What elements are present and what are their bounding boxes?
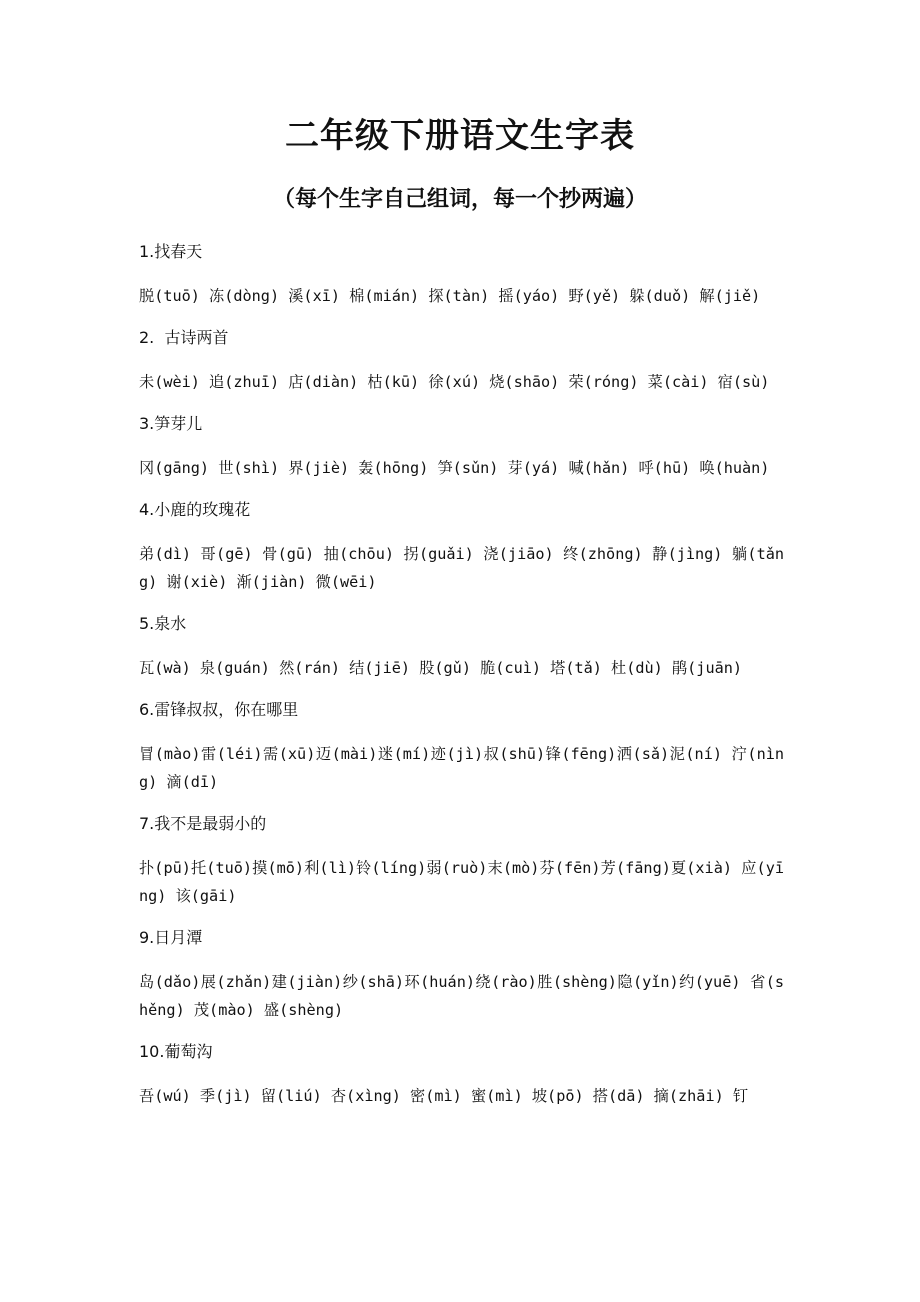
lesson-heading: 6.雷锋叔叔，你在哪里	[139, 700, 299, 719]
lesson-2	[139, 324, 784, 396]
lesson-characters: 岛(dǎo)展(zhǎn)建(jiàn)纱(shā)环(huán)绕(rào)胜(shèng)隐(yǐn)约(yuē) 省(shěng) 茂(mào) 盛(shèng)	[139, 973, 784, 1019]
lesson-heading: 5.泉水	[139, 614, 187, 633]
lesson-heading: 7.我不是最弱小的	[139, 814, 267, 833]
lesson-7	[139, 810, 784, 910]
lesson-4	[139, 496, 784, 596]
lesson-list	[139, 238, 784, 1124]
lesson-heading: 9.日月潭	[139, 928, 203, 947]
lesson-characters: 脱(tuō) 冻(dòng) 溪(xī) 棉(mián) 探(tàn) 摇(yáo) 野(yě) 躲(duǒ) 解(jiě)	[139, 287, 761, 305]
lesson-1	[139, 238, 784, 310]
page-subtitle: （每个生字自己组词，每一个抄两遍）	[272, 187, 647, 212]
lesson-heading: 10.葡萄沟	[139, 1042, 213, 1061]
lesson-characters: 瓦(wà) 泉(guán) 然(rán) 结(jiē) 股(gǔ) 脆(cuì) 塔(tǎ) 杜(dù) 鹃(juān)	[139, 659, 743, 677]
lesson-heading: 1.找春天	[139, 242, 203, 261]
lesson-characters: 扑(pū)托(tuō)摸(mō)利(lì)铃(líng)弱(ruò)末(mò)芬(fēn)芳(fāng)夏(xià) 应(yīng) 该(gāi)	[139, 859, 784, 905]
lesson-6	[139, 696, 784, 796]
lesson-heading: 3.笋芽儿	[139, 414, 203, 433]
lesson-9	[139, 924, 784, 1024]
page-title: 二年级下册语文生字表	[285, 116, 635, 156]
lesson-characters: 冈(gāng) 世(shì) 界(jiè) 轰(hōng) 笋(sǔn) 芽(yá) 喊(hǎn) 呼(hū) 唤(huàn)	[139, 459, 770, 477]
lesson-characters: 冒(mào)雷(léi)需(xū)迈(mài)迷(mí)迹(jì)叔(shū)锋(fēng)洒(sǎ)泥(ní) 泞(nìng) 滴(dī)	[139, 745, 784, 791]
lesson-5	[139, 610, 784, 682]
lesson-3	[139, 410, 784, 482]
lesson-characters: 弟(dì) 哥(gē) 骨(gū) 抽(chōu) 拐(guǎi) 浇(jiāo) 终(zhōng) 静(jìng) 躺(tǎng) 谢(xiè) 渐(jiàn) 微(wēi)	[139, 545, 784, 591]
lesson-characters: 未(wèi) 追(zhuī) 店(diàn) 枯(kū) 徐(xú) 烧(shāo) 荣(róng) 菜(cài) 宿(sù)	[139, 373, 770, 391]
lesson-heading: 4.小鹿的玫瑰花	[139, 500, 251, 519]
lesson-heading: 2. 古诗两首	[139, 328, 229, 347]
lesson-10	[139, 1038, 784, 1110]
lesson-characters: 吾(wú) 季(jì) 留(liú) 杏(xìng) 密(mì) 蜜(mì) 坡(pō) 搭(dā) 摘(zhāi) 钉	[139, 1087, 749, 1105]
